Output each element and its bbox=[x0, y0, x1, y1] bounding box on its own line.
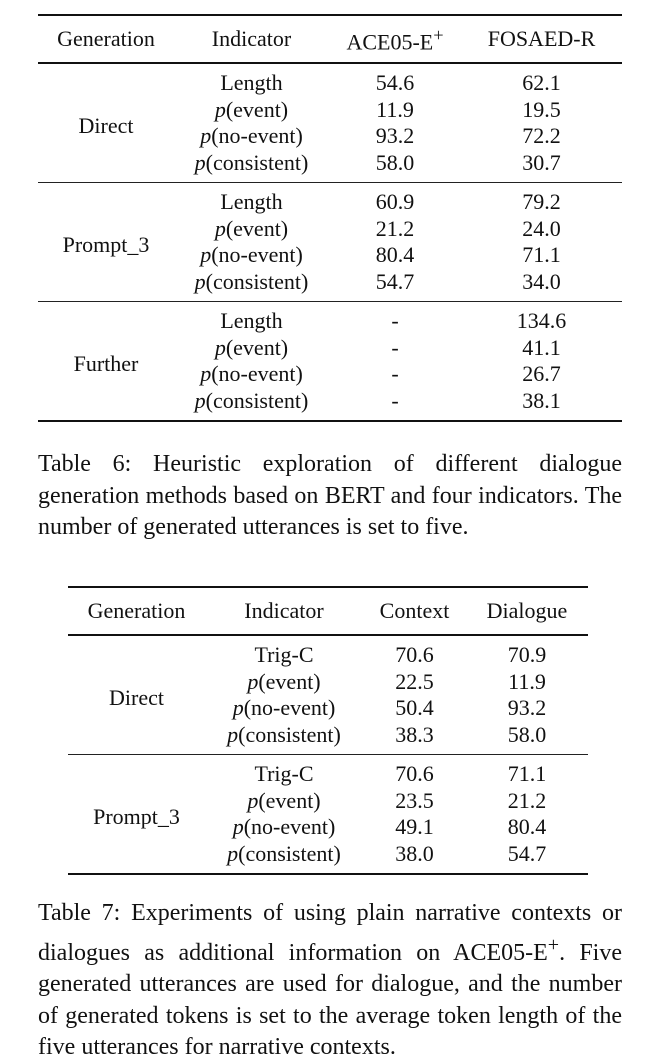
value-cell: 11.9 bbox=[508, 668, 546, 694]
value-cell: 58.0 bbox=[507, 721, 547, 747]
value-cell: 21.2 bbox=[375, 215, 415, 241]
indicator-cell bbox=[174, 183, 329, 216]
value-cell: 38.3 bbox=[395, 721, 434, 747]
indicator-label: (no-event) bbox=[243, 695, 336, 720]
indicator-cell bbox=[205, 814, 363, 841]
value-cell: 60.9 bbox=[375, 189, 415, 214]
indicator-label: (event) bbox=[225, 96, 289, 122]
indicator-cell bbox=[174, 123, 329, 150]
indicator-prefix: p bbox=[214, 334, 226, 360]
header-generation: Generation bbox=[57, 25, 155, 51]
indicator-prefix: p bbox=[232, 814, 244, 839]
value-cell: 21.2 bbox=[507, 787, 547, 813]
value-cell: 93.2 bbox=[375, 123, 415, 148]
value-cell: 23.5 bbox=[395, 787, 434, 813]
value-cell: 49.1 bbox=[395, 814, 434, 839]
indicator-label: Trig-C bbox=[254, 642, 314, 667]
table-7-header bbox=[68, 587, 588, 635]
value-cell: 11.9 bbox=[376, 96, 414, 122]
table-row bbox=[38, 183, 622, 216]
value-cell: 54.7 bbox=[375, 268, 415, 294]
indicator-cell bbox=[174, 269, 329, 302]
value-cell: 38.0 bbox=[395, 840, 434, 866]
indicator-prefix: p bbox=[214, 96, 226, 122]
table-6-caption: Table 6: Heuristic exploration of different dialogue generation methods based on BERT and four indicators. The number of generated utterances is set to five. bbox=[38, 451, 622, 540]
indicator-label: (no-event) bbox=[211, 242, 303, 267]
indicator-label: (event) bbox=[258, 787, 321, 813]
value-cell: 70.6 bbox=[395, 642, 434, 667]
value-cell: 54.6 bbox=[375, 70, 415, 95]
indicator-prefix: p bbox=[214, 215, 226, 241]
indicator-prefix: p bbox=[227, 840, 239, 866]
header-ace05 bbox=[329, 15, 461, 63]
indicator-prefix: p bbox=[227, 721, 239, 747]
value-cell: 79.2 bbox=[522, 189, 561, 214]
generation-cell: Further bbox=[73, 350, 139, 376]
indicator-cell bbox=[174, 335, 329, 362]
indicator-label: (consistent) bbox=[205, 387, 309, 413]
indicator-label: (consistent) bbox=[238, 721, 341, 747]
indicator-cell bbox=[174, 302, 329, 335]
indicator-cell bbox=[174, 361, 329, 388]
value-cell: - bbox=[391, 361, 399, 386]
indicator-prefix: p bbox=[232, 695, 244, 720]
value-cell: 72.2 bbox=[522, 123, 561, 148]
generation-cell: Direct bbox=[109, 684, 164, 710]
indicator-cell bbox=[205, 755, 363, 788]
indicator-label: (consistent) bbox=[238, 840, 341, 866]
indicator-label: (no-event) bbox=[211, 123, 303, 148]
indicator-prefix: p bbox=[194, 268, 206, 294]
indicator-prefix: p bbox=[200, 242, 212, 267]
value-cell: 134.6 bbox=[516, 308, 567, 333]
table-6-header bbox=[38, 15, 622, 63]
value-cell: 24.0 bbox=[522, 215, 561, 241]
table-6 bbox=[38, 14, 622, 422]
value-cell: 70.6 bbox=[395, 761, 434, 786]
table-7-caption-text: Table 7: Experiments of using plain narrative contexts or dialogues as additional information on ACE05-E bbox=[38, 900, 622, 966]
table-7-caption bbox=[38, 898, 622, 1064]
indicator-label: (consistent) bbox=[205, 268, 309, 294]
indicator-cell bbox=[205, 695, 363, 722]
indicator-cell bbox=[174, 388, 329, 422]
table-row bbox=[38, 63, 622, 97]
value-cell: 50.4 bbox=[395, 695, 434, 720]
generation-cell: Prompt_3 bbox=[93, 803, 180, 829]
indicator-label: (event) bbox=[225, 215, 289, 241]
indicator-cell bbox=[205, 635, 363, 669]
header-ace05-text: ACE05-E bbox=[346, 29, 434, 55]
indicator-prefix: p bbox=[194, 387, 206, 413]
generation-cell: Prompt_3 bbox=[62, 231, 150, 257]
indicator-prefix: p bbox=[200, 123, 212, 148]
value-cell: 41.1 bbox=[522, 334, 561, 360]
indicator-label: Length bbox=[220, 308, 283, 333]
indicator-label: Length bbox=[220, 189, 283, 214]
indicator-prefix: p bbox=[200, 361, 212, 386]
header-fosaed: FOSAED-R bbox=[487, 25, 596, 51]
value-cell: 80.4 bbox=[375, 242, 415, 267]
value-cell: 62.1 bbox=[522, 70, 561, 95]
indicator-cell bbox=[174, 97, 329, 124]
value-cell: 34.0 bbox=[522, 268, 561, 294]
value-cell: 70.9 bbox=[507, 642, 547, 667]
indicator-label: Length bbox=[220, 70, 283, 95]
value-cell: 22.5 bbox=[395, 668, 434, 694]
indicator-label: (consistent) bbox=[205, 149, 309, 175]
indicator-label: Trig-C bbox=[254, 761, 314, 786]
value-cell: 54.7 bbox=[507, 840, 547, 866]
value-cell: 71.1 bbox=[507, 761, 547, 786]
value-cell: 30.7 bbox=[522, 149, 561, 175]
value-cell: - bbox=[391, 308, 399, 333]
indicator-cell bbox=[205, 669, 363, 696]
value-cell: 93.2 bbox=[507, 695, 547, 720]
indicator-prefix: p bbox=[194, 149, 206, 175]
header-ace05-sup: + bbox=[433, 25, 444, 46]
indicator-cell bbox=[174, 63, 329, 97]
table-7-caption-sup: + bbox=[547, 933, 560, 956]
indicator-label: (no-event) bbox=[243, 814, 336, 839]
indicator-cell bbox=[174, 216, 329, 243]
value-cell: 58.0 bbox=[375, 149, 415, 175]
indicator-label: (event) bbox=[258, 668, 321, 694]
header-context: Context bbox=[379, 597, 450, 623]
indicator-prefix: p bbox=[247, 787, 259, 813]
indicator-cell bbox=[205, 841, 363, 875]
header-indicator: Indicator bbox=[211, 25, 292, 51]
table-row bbox=[38, 302, 622, 335]
value-cell: 80.4 bbox=[507, 814, 547, 839]
table-7 bbox=[68, 586, 588, 875]
indicator-cell bbox=[174, 150, 329, 183]
value-cell: - bbox=[391, 387, 399, 413]
header-indicator: Indicator bbox=[244, 597, 324, 623]
value-cell: 19.5 bbox=[522, 96, 561, 122]
header-dialogue: Dialogue bbox=[486, 597, 568, 623]
indicator-cell bbox=[174, 242, 329, 269]
table-row bbox=[68, 755, 588, 788]
indicator-label: (no-event) bbox=[211, 361, 303, 386]
table-7-caption-text-end: . Five generated utterances are used for dialogue, and the number of generated tokens is set to the average token length of the five utterances for narrative contexts. bbox=[38, 939, 622, 1060]
table-6-body bbox=[38, 63, 622, 421]
indicator-label: (event) bbox=[225, 334, 289, 360]
generation-cell: Direct bbox=[78, 112, 134, 138]
indicator-cell bbox=[205, 722, 363, 755]
table-7-body bbox=[68, 635, 588, 874]
indicator-cell bbox=[205, 788, 363, 815]
indicator-prefix: p bbox=[247, 668, 259, 694]
value-cell: 26.7 bbox=[522, 361, 561, 386]
value-cell: - bbox=[391, 334, 399, 360]
value-cell: 38.1 bbox=[522, 387, 561, 413]
table-row bbox=[68, 635, 588, 669]
header-generation: Generation bbox=[87, 597, 186, 623]
value-cell: 71.1 bbox=[522, 242, 561, 267]
